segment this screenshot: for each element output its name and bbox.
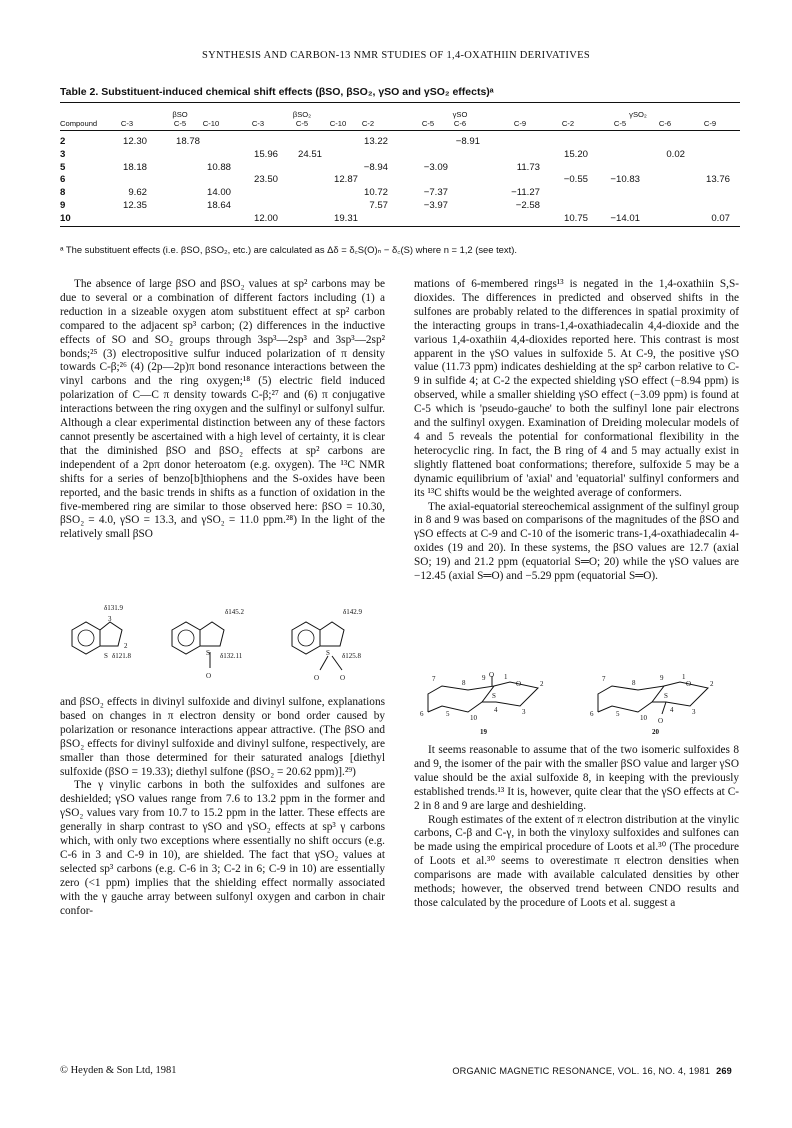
table-cell: 23.50 [253,174,278,186]
atom-number: 6 [590,710,594,718]
atom-number: 2 [710,680,714,688]
running-head: SYNTHESIS AND CARBON-13 NMR STUDIES OF 1,4-OXATHIIN DERIVATIVES [202,50,590,61]
col-header: C-9 [703,119,717,128]
table-cell: −2.58 [515,200,540,211]
table-cell: 18.64 [206,200,231,211]
atom-number: 3 [692,708,696,716]
atom-number: 4 [670,706,674,714]
table-cell: 9.62 [128,187,147,199]
atom-number: 3 [522,708,526,716]
table-cell: −3.97 [423,200,448,211]
atom-number: 5 [446,710,450,718]
sulfur-atom: S [492,692,496,700]
shift-label: δ125.8 [342,652,362,660]
col-header: C-5 [421,119,435,128]
atom-number: 5 [616,710,620,718]
benzothiophene-structures [60,600,390,695]
table-cell: −0.55 [563,174,588,186]
col-header: C-6 [453,119,467,128]
compound-label: 19 [480,728,487,736]
atom-number: 4 [494,706,498,714]
table-cell: −8.94 [363,161,388,173]
shift-label: δ131.9 [104,604,124,612]
col-header: C-3 [251,119,265,128]
paragraph: and βSO₂ effects in divinyl sulfoxide and divinyl sulfone, explanations based on changes in π electron density or bond order caused by polarization or resonance interactions appear attractive. (The βSO and βSO₂ effects for divinyl sulfoxide and divinyl sulfone, respectively, are smaller than those determined for their saturated analogs [diethyl sulfoxide (βSO = 19.33); diethyl sulfone (βSO₂ = 20.62 ppm)].²⁹) [60,696,385,778]
table-compound-id: 9 [60,200,66,211]
group-header-bso2: βSO₂ [292,110,312,119]
table-compound-id: 6 [60,174,66,186]
sulfur-atom: S [664,692,668,700]
table-cell: 12.30 [122,136,147,147]
sulfur-atom: S [206,649,210,657]
col-header: C-6 [658,119,672,128]
shift-label: δ132.11 [220,652,243,660]
oxathiadecalin-structures [420,672,740,740]
atom-number: 6 [420,710,424,718]
table-cell: 13.22 [363,136,388,147]
table-cell: −8.91 [455,136,480,147]
table-compound-id: 8 [60,187,66,199]
journal-citation: ORGANIC MAGNETIC RESONANCE, VOL. 16, NO. 4, 1981 [452,1066,711,1076]
table-compound-id: 2 [60,136,66,147]
table-cell: −14.01 [610,212,640,224]
table-cell: 0.02 [666,148,685,160]
compound-label: 20 [652,728,659,736]
oxygen-atom: O [206,672,212,680]
col-header: C-2 [361,119,375,128]
journal-footer [452,1066,732,1076]
ring-oxygen-atom: O [516,680,522,688]
atom-number: 7 [432,675,436,683]
table-cell: −7.37 [423,187,448,199]
left-column [60,278,385,542]
table-cell: 24.51 [297,148,322,160]
table-cell: −3.09 [423,161,448,173]
oxygen-atom: O [314,674,320,682]
benzothiophene-oxide-structure [172,608,245,680]
atom-number: 2 [124,642,128,650]
table-cell: 18.18 [122,161,147,173]
col-header: C-10 [202,119,220,128]
paragraph: The γ vinylic carbons in both the sulfoxides and sulfones are deshielded; γSO values range from 7.6 to 13.2 ppm in the former and γSO₂ values vary from 10.7 to 15.2 ppm in the latter. These effects are generally in sharp contrast to γSO and γSO₂ effects at sp³ γ carbons which, with only two exceptions where essentially no shift occurs (e.g. C-6 in 3 and C-9 in 10), are shielded. The fact that γSO₂ values at selected sp³ carbons (e.g. C-6 in 3; C-2 in 6; C-9 in 10) are essentially zero (<1 ppm) implies that the shielding effect normally associated with the γ gauche array between sulfonyl oxygen and carbon in chair confor- [60,779,385,917]
sulfur-atom: S [326,649,330,657]
table-body [0,0,792,240]
col-header: C-5 [173,119,187,128]
table-cell: −11.27 [511,187,540,199]
col-header: C-2 [561,119,575,128]
table-cell: 12.00 [253,212,278,224]
table-footnote: ᵃ The substituent effects (i.e. βSO, βSO₂, etc.) are calculated as Δδ = δ꜀S(O)ₙ − δ꜀(S) where n = 1,2 (see text). [60,244,517,255]
oxathiadecalin-oxide-19 [420,672,544,736]
oxathiadecalin-oxide-20 [590,673,714,736]
oxygen-atom: O [340,674,346,682]
copyright-notice: © Heyden & Son Ltd, 1981 [60,1065,177,1076]
table-cell: 19.31 [333,212,358,224]
table-cell: 10.72 [363,187,388,199]
atom-number: 7 [602,675,606,683]
atom-number: 8 [632,679,636,687]
table-cell: 15.96 [253,148,278,160]
col-header: C-5 [613,119,627,128]
shift-label: δ145.2 [225,608,245,616]
table-cell: 14.00 [206,187,231,199]
left-column-continued [60,696,385,919]
table-compound-id: 5 [60,161,66,173]
table-cell: 11.73 [516,161,540,173]
table-cell: 13.76 [705,174,730,186]
col-header: C-10 [329,119,347,128]
table-cell: −10.83 [610,174,640,186]
table-bottom-rule [60,226,740,227]
atom-number: 9 [482,674,486,682]
paragraph: Rough estimates of the extent of π electron distribution at the vinylic carbons, C-β and C-γ, in both the vinyloxy sulfoxides and sulfones can be made using the empirical procedure of Loots et al.³⁰ (The procedure of Loots et al.³⁰ seems to overestimate π electron densities when comparisons are made with available calculated densities by other methods; however, the observed trend between CNDO results and those calculated by the procedure of Loots et al. suggest a [414,813,739,909]
shift-label: δ142.9 [343,608,363,616]
benzothiophene-structure [72,604,132,660]
table-cell: 0.07 [711,212,730,224]
atom-number: 8 [462,679,466,687]
atom-number: 1 [682,673,686,681]
paragraph: The absence of large βSO and βSO₂ values at sp² carbons may be due to several or a combination of different factors including (1) a reduction in a sizeable oxygen atom substituent effect at sp² carbon compared to the adjacent sp³ carbon; (2) differences in the inductive effects of SO and SO₂ groups through 3sp³—2sp³ and 3sp³—2sp² bonds;²⁵ (3) electropositive sulfur induced polarization of π density towards C-β;²⁶ (4) (2p—2p)π bond resonance interactions between the vinyl carbons and the ring oxygen;¹⁸ (5) electric field induced polarization of C—C π density towards C-β;²⁷ and (6) π conjugative interactions between the ring oxygen and the sulfinyl or sulfonyl sulfur. Although a clear experimental distinction between any of these factors cannot presently be ascertained with a high level of certainty, it is clear that the diminished βSO and βSO₂ effects at sp² carbons are independent of a 2pπ donor heteroatom (e.g. oxygen). The ¹³C NMR shifts for a series of benzo[b]thiophens and the S-oxides have been reported, and the basic trends in shifts as a function of oxidation in the five-membered ring are similar to those observed here: βSO = 10.30, βSO₂ = 4.0, γSO = 13.3, and γSO₂ = 11.0 ppm.²⁸) In the light of the relatively small βSO [60,278,385,541]
table-cell: 18.78 [175,136,200,147]
group-header-gso: γSO [452,110,468,119]
col-header: C-9 [513,119,527,128]
oxygen-atom: O [489,672,495,679]
table-cell: 12.87 [333,174,358,186]
ring-oxygen-atom: O [686,680,692,688]
paragraph: The axial-equatorial stereochemical assignment of the sulfinyl group in 8 and 9 was based on comparisons of the magnitudes of the βSO and γSO effects at C-9 and C-10 of the isomeric trans-1,4-oxathiadecalin 4-oxides (19 and 20). In these systems, the βSO values are 12.7 (axial SO; 19) and 21.2 ppm (equatorial S═O; 20) while the γSO values are −12.45 (axial S═O) and −5.29 ppm (equatorial S═O). [414,500,739,583]
group-header-bso: βSO [172,110,188,119]
table-cell: 10.75 [563,212,588,224]
atom-number: 9 [660,674,664,682]
table-cell: 12.35 [122,200,147,211]
right-column [414,278,739,584]
oxygen-atom: O [658,717,664,725]
atom-number: 1 [504,673,508,681]
group-header-gso2: γSO₂ [629,110,647,119]
table-compound-id: 10 [60,212,71,224]
col-header: C-3 [120,119,134,128]
col-header-compound: Compound [60,119,98,128]
benzothiophene-dioxide-structure [292,608,363,682]
table-cell: 15.20 [563,148,588,160]
atom-number: 10 [470,714,477,722]
paragraph: mations of 6-membered rings¹³ is negated in the 1,4-oxathiin S,S-dioxides. The differences in predicted and observed shifts in the sulfones are probably related to the differences in spatial proximity of the interacting groups in trans-1,4-oxathiadecalin 4,4-dioxide and the various 1,4-oxathiin 4,4-dioxides reported here. This contrast is most apparent in the γSO values in sulfoxide 5. At C-9, the positive γSO value (11.73 ppm) indicates deshielding at the sp² carbon relative to C-9 in sulfide 4; at C-2 the expected shielding γSO effect (−8.94 ppm) is observed, while a smaller shielding γSO effect (−3.09 ppm) is found at C-5 which is 'pseudo-gauche' to both the sulfinyl lone pair electrons and the sulfinyl oxygen. Examination of Dreiding molecular models of 4 and 5 reveals the potential for conformational flexibility in the heterocyclic ring. In fact, the B ring of 4 and 5 may actually exist in slightly flattened boat conformations; therefore, sulfoxide 5 may be a dynamic equilibrium of 'axial' and 'equatorial' sulfinyl conformers and its ¹³C shifts would be the weighted average of conformers. [414,278,739,499]
sulfur-atom: S [104,652,108,660]
col-header: C-5 [295,119,309,128]
atom-number: 10 [640,714,647,722]
atom-number: 2 [540,680,544,688]
atom-number: 3 [108,615,112,623]
page-number: 269 [716,1066,732,1076]
table-cell: 10.88 [206,161,231,173]
paragraph: It seems reasonable to assume that of the two isomeric sulfoxides 8 and 9, the isomer of the pair with the smaller βSO value and larger γSO value should be the axial sulfoxide 8, in keeping with the previously established trends.¹³ It is, however, quite clear that the γSO effects at C-2 in 8 and 9 are large and deshielding. [414,744,739,812]
shift-label: δ121.8 [112,652,132,660]
table-cell: 7.57 [369,200,388,211]
table-caption: Table 2. Substituent-induced chemical shift effects (βSO, βSO₂, γSO and γSO₂ effects)ᵃ [60,86,494,98]
right-column-continued [414,744,739,911]
table-compound-id: 3 [60,148,66,160]
